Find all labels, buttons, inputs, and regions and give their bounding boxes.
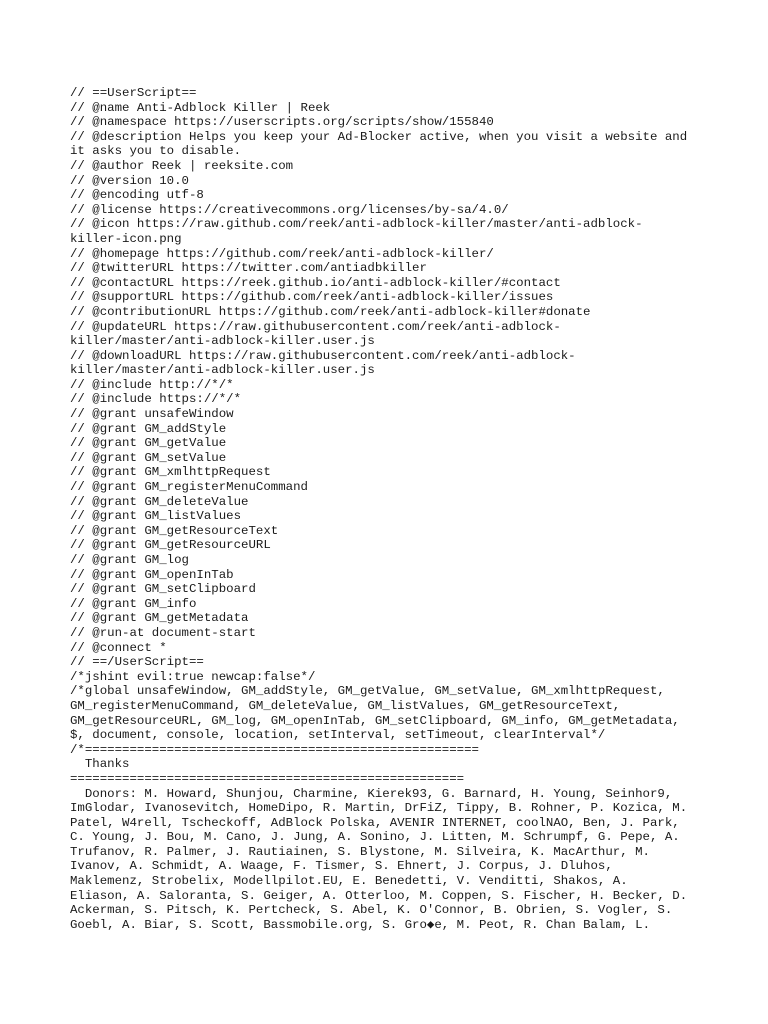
code-line: // @grant GM_info — [70, 596, 197, 611]
code-line: it asks you to disable. — [70, 144, 242, 159]
code-line: killer/master/anti-adblock-killer.user.js — [70, 334, 375, 349]
code-line: /*global unsafeWindow, GM_addStyle, GM_getValue, GM_setValue, GM_xmlhttpRequest, — [70, 684, 665, 699]
code-line: // @grant GM_getMetadata — [70, 611, 249, 626]
code-line: Maklemenz, Strobelix, Modellpilot.EU, E. Benedetti, V. Venditti, Shakos, A. — [70, 874, 628, 889]
code-line: // @twitterURL https://twitter.com/antiadbkiller — [70, 261, 427, 276]
code-line: Donors: M. Howard, Shunjou, Charmine, Kierek93, G. Barnard, H. Young, Seinhor9, — [70, 786, 673, 801]
code-line: // @grant GM_getValue — [70, 436, 227, 451]
document-page — [70, 86, 710, 932]
code-line: // @license https://creativecommons.org/licenses/by-sa/4.0/ — [70, 202, 509, 217]
code-line: killer-icon.png — [70, 231, 182, 246]
code-line: ImGlodar, Ivanosevitch, HomeDipo, R. Martin, DrFiZ, Tippy, B. Rohner, P. Kozica, M. — [70, 801, 688, 816]
code-line: Thanks — [70, 757, 130, 772]
code-line: // @downloadURL https://raw.githubusercontent.com/reek/anti-adblock- — [70, 348, 576, 363]
code-line: // @encoding utf-8 — [70, 188, 204, 203]
code-line: // @version 10.0 — [70, 173, 189, 188]
code-line: ===================================================== — [70, 771, 465, 786]
code-line: // @author Reek | reeksite.com — [70, 158, 294, 173]
code-line: // ==/UserScript== — [70, 655, 204, 670]
code-line: // @homepage https://github.com/reek/anti-adblock-killer/ — [70, 246, 494, 261]
code-line: // @run-at document-start — [70, 625, 256, 640]
code-line: GM_getResourceURL, GM_log, GM_openInTab, GM_setClipboard, GM_info, GM_getMetadata, — [70, 713, 680, 728]
code-line: Trufanov, R. Palmer, J. Rautiainen, S. Blystone, M. Silveira, K. MacArthur, M. — [70, 844, 650, 859]
code-line: killer/master/anti-adblock-killer.user.js — [70, 363, 375, 378]
code-line: // @icon https://raw.github.com/reek/anti-adblock-killer/master/anti-adblock- — [70, 217, 643, 232]
code-line: // @grant GM_openInTab — [70, 567, 234, 582]
code-line: Ivanov, A. Schmidt, A. Waage, F. Tismer, S. Ehnert, J. Corpus, J. Dluhos, — [70, 859, 613, 874]
code-line: $, document, console, location, setInterval, setTimeout, clearInterval*/ — [70, 728, 606, 743]
code-line: // @grant GM_getResourceURL — [70, 538, 271, 553]
code-line: // @updateURL https://raw.githubusercontent.com/reek/anti-adblock- — [70, 319, 561, 334]
code-line: GM_registerMenuCommand, GM_deleteValue, GM_listValues, GM_getResourceText, — [70, 698, 621, 713]
code-line: // @grant GM_deleteValue — [70, 494, 249, 509]
code-line: C. Young, J. Bou, M. Cano, J. Jung, A. Sonino, J. Litten, M. Schrumpf, G. Pepe, A. — [70, 830, 680, 845]
code-line: Ackerman, S. Pitsch, K. Pertcheck, S. Abel, K. O'Connor, B. Obrien, S. Vogler, S. — [70, 903, 673, 918]
code-line: // @namespace https://userscripts.org/scripts/show/155840 — [70, 115, 494, 130]
code-line: // @include http://*/* — [70, 377, 234, 392]
code-line: // @grant GM_xmlhttpRequest — [70, 465, 271, 480]
code-line: // @grant GM_addStyle — [70, 421, 227, 436]
code-line: // @include https://*/* — [70, 392, 242, 407]
code-line: // @name Anti-Adblock Killer | Reek — [70, 100, 331, 115]
code-line: // @contributionURL https://github.com/reek/anti-adblock-killer#donate — [70, 304, 591, 319]
code-line: // @grant GM_registerMenuCommand — [70, 480, 308, 495]
code-line: // @description Helps you keep your Ad-Blocker active, when you visit a website and — [70, 129, 688, 144]
code-line: Eliason, A. Saloranta, S. Geiger, A. Otterloo, M. Coppen, S. Fischer, H. Becker, D. — [70, 888, 688, 903]
code-line: /*jshint evil:true newcap:false*/ — [70, 669, 316, 684]
code-line: Goebl, A. Biar, S. Scott, Bassmobile.org, S. Gro◆e, M. Peot, R. Chan Balam, L. — [70, 917, 651, 932]
code-line: // @grant GM_getResourceText — [70, 523, 279, 538]
code-line: /*===================================================== — [70, 742, 479, 757]
code-line: // ==UserScript== — [70, 86, 197, 100]
code-line: // @connect * — [70, 640, 167, 655]
code-line: // @grant GM_log — [70, 553, 189, 567]
code-line: // @contactURL https://reek.github.io/anti-adblock-killer/#contact — [70, 275, 561, 290]
code-line: // @grant GM_setValue — [70, 450, 227, 465]
code-line: // @grant GM_setClipboard — [70, 582, 256, 597]
code-line: Patel, W4rell, Tscheckoff, AdBlock Polska, AVENIR INTERNET, coolNAO, Ben, J. Park, — [70, 815, 680, 830]
code-line: // @grant GM_listValues — [70, 509, 242, 524]
code-line: // @grant unsafeWindow — [70, 407, 234, 422]
code-line: // @supportURL https://github.com/reek/anti-adblock-killer/issues — [70, 290, 554, 305]
